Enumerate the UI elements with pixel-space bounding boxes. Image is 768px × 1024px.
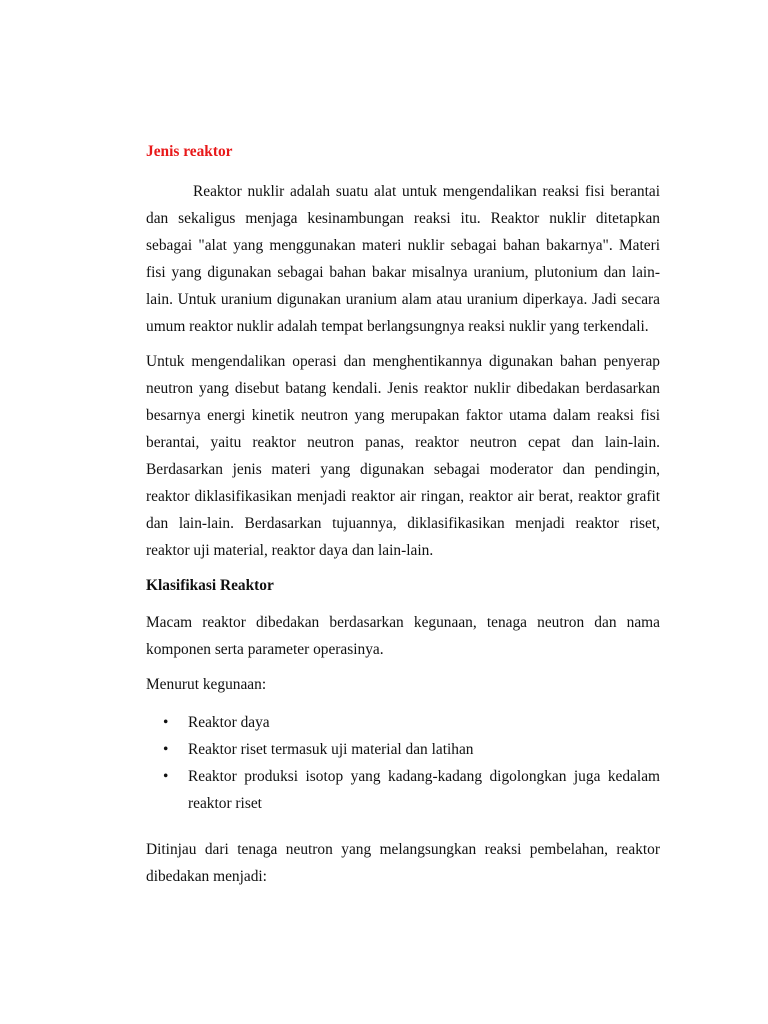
list-item	[163, 763, 660, 817]
bullet-icon: •	[163, 714, 169, 731]
section-title-jenis-reaktor: Jenis reaktor	[146, 143, 233, 160]
list-item	[163, 736, 660, 763]
list-item	[163, 709, 660, 736]
section-title-klasifikasi-reaktor: Klasifikasi Reaktor	[146, 577, 274, 594]
paragraph-by-neutron-energy: Ditinjau dari tenaga neutron yang melangsungkan reaksi pembelahan, reaktor dibedakan menjadi:	[146, 841, 660, 885]
list-item-text: Reaktor riset termasuk uji material dan latihan	[188, 741, 474, 758]
list-item-text: Reaktor produksi isotop yang kadang-kadang digolongkan juga kedalam reaktor riset	[188, 768, 660, 812]
list-item-text: Reaktor daya	[188, 714, 270, 731]
paragraph-classification-intro: Macam reaktor dibedakan berdasarkan kegunaan, tenaga neutron dan nama komponen serta parameter operasinya.	[146, 614, 660, 658]
paragraph-definition: Reaktor nuklir adalah suatu alat untuk mengendalikan reaksi fisi berantai dan sekaligus menjaga kesinambungan reaksi itu. Reaktor nuklir ditetapkan sebagai "alat yang menggunakan materi nuklir sebagai bahan bakarnya". Materi fisi yang digunakan sebagai bahan bakar misalnya uranium, plutonium dan lain-lain. Untuk uranium digunakan uranium alam atau uranium diperkaya. Jadi secara umum reaktor nuklir adalah tempat berlangsungnya reaksi nuklir yang terkendali.	[146, 183, 660, 335]
bullet-icon: •	[163, 768, 169, 785]
paragraph-control-and-types: Untuk mengendalikan operasi dan menghentikannya digunakan bahan penyerap neutron yang disebut batang kendali. Jenis reaktor nuklir dibedakan berdasarkan besarnya energi kinetik neutron yang merupakan faktor utama dalam reaksi fisi berantai, yaitu reaktor neutron panas, reaktor neutron cepat dan lain-lain. Berdasarkan jenis materi yang digunakan sebagai moderator dan pendingin, reaktor diklasifikasikan menjadi reaktor air ringan, reaktor air berat, reaktor grafit dan lain-lain. Berdasarkan tujuannya, diklasifikasikan menjadi reaktor riset, reaktor uji material, reaktor daya dan lain-lain.	[146, 353, 660, 559]
bullet-icon: •	[163, 741, 169, 758]
usage-list	[146, 709, 660, 817]
paragraph-by-usage: Menurut kegunaan:	[146, 676, 267, 693]
document-page	[146, 138, 660, 898]
